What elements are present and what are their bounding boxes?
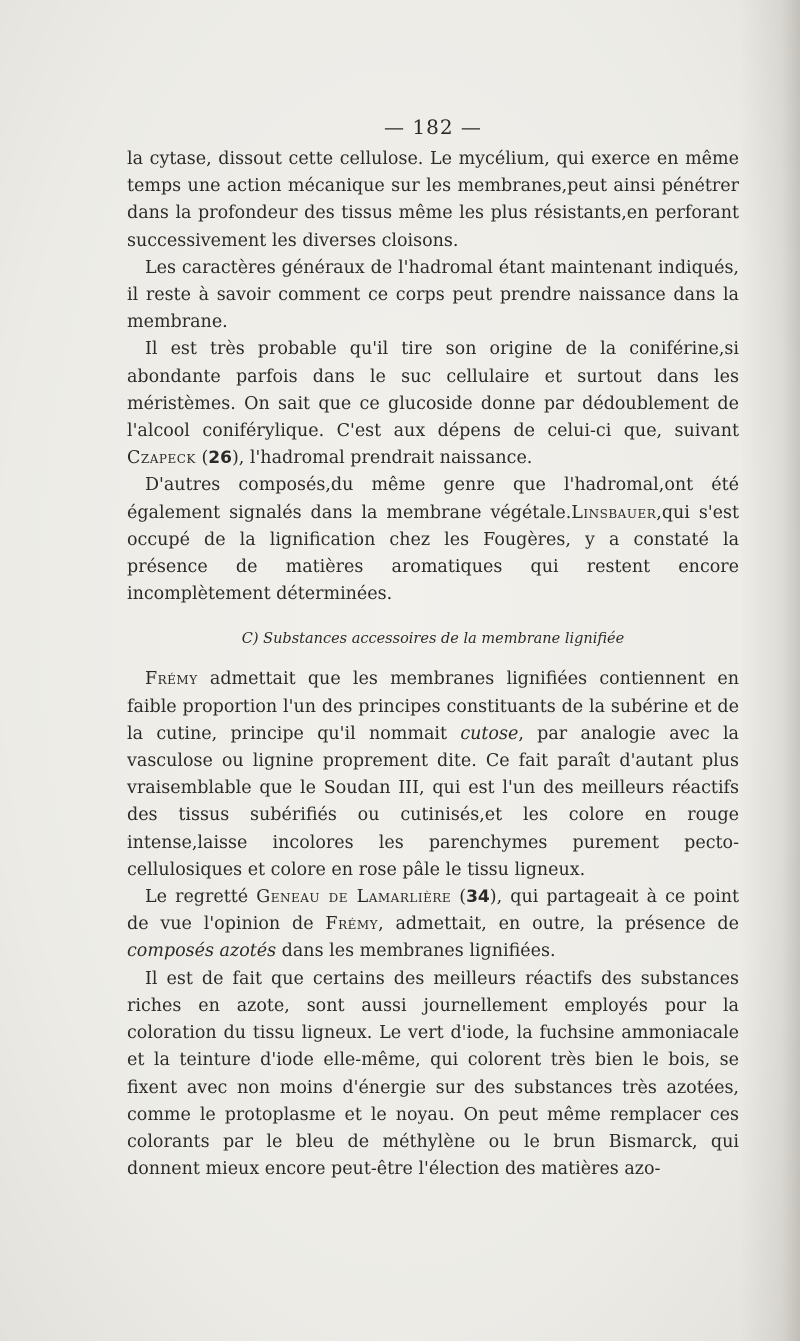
paragraph-5-text-b: , par analogie avec la vasculose ou lignine proprement dite. Ce fait paraît d'autant plus vraisemblable que le Soudan III, qui est l'un des meilleurs réactifs des tissus subérifiés ou cutinisés,et les colore en rouge intense,laisse incolores les parenchymes purement pecto-cellulosiques et colore en rose pâle le tissu ligneux. bbox=[127, 723, 739, 880]
term-cutose: cutose bbox=[460, 723, 519, 744]
paragraph-5-text-a: admettait que les membranes lignifiées contiennent en faible proportion l'un des principes constituants de la subérine et de la cutine, principe qu'il nommait bbox=[127, 669, 739, 744]
reference-34: 34 bbox=[466, 887, 490, 908]
paragraph-6-text-b: ), qui partageait à ce point de vue l'opinion de bbox=[127, 887, 740, 935]
author-linsbauer: Linsbauer bbox=[571, 502, 657, 523]
paragraph-6 bbox=[127, 884, 739, 966]
author-fremy-2: Frémy bbox=[325, 914, 379, 935]
paragraph-5 bbox=[127, 666, 739, 884]
paragraph-4-text-b: ,qui s'est occupé de la lignification chez les Fougères, y a constaté la présence de matières aromatiques qui restent encore incomplètement déterminées. bbox=[127, 502, 739, 605]
paragraph-6-text-a: Le regretté bbox=[145, 887, 257, 908]
page-number: — 182 — bbox=[384, 115, 482, 139]
paragraph-6-text-d: dans les membranes lignifiées. bbox=[276, 941, 556, 962]
paragraph-7: Il est de fait que certains des meilleurs réactifs des substances riches en azote, sont aussi journellement employés pour la coloration du tissu ligneux. Le vert d'iode, la fuchsine ammoniacale et la teinture d'iode elle-même, qui colorent très bien le bois, se fixent avec non moins d'énergie sur des substances très azotées, comme le protoplasme et le noyau. On peut même remplacer ces colorants par le bleu de méthylène ou le brun Bismarck, qui donnent mieux encore peut-être l'élection des matières azo- bbox=[127, 968, 739, 1180]
reference-26: 26 bbox=[208, 448, 232, 469]
section-subheading: C) Substances accessoires de la membrane lignifiée bbox=[241, 631, 625, 648]
author-czapeck: Czapeck bbox=[127, 448, 196, 469]
paragraph-6-text-c: , admettait, en outre, la présence de bbox=[378, 914, 739, 935]
paragraph-3-text-a: Il est très probable qu'il tire son origine de la coniférine,si abondante parfois dans le suc cellulaire et surtout dans les méristèmes. On sait que ce glucoside donne par dédoublement de l'alcool coniférylique. C'est aux dépens de celui-ci que, suivant bbox=[127, 339, 739, 442]
author-geneau-de-lamarliere: Geneau de Lamarlière bbox=[256, 887, 452, 908]
page-content bbox=[127, 112, 739, 1183]
paragraph-6-paren: ( bbox=[451, 887, 467, 908]
paragraph-3-paren: ( bbox=[195, 448, 209, 469]
paragraph-4 bbox=[127, 472, 739, 608]
author-fremy: Frémy bbox=[145, 669, 198, 690]
term-composes-azotes: composés azotés bbox=[127, 941, 277, 962]
paragraph-3 bbox=[127, 336, 739, 472]
paragraph-4-text-a: D'autres composés,du même genre que l'hadromal,ont été également signalés dans la membrane végétale. bbox=[127, 475, 739, 523]
paragraph-1: la cytase, dissout cette cellulose. Le mycélium, qui exerce en même temps une action mécanique sur les membranes,peut ainsi pénétrer dans la profondeur des tissus même les plus résistants,en perforant successivement les diverses cloisons. bbox=[127, 149, 739, 251]
paragraph-2: Les caractères généraux de l'hadromal étant maintenant indiqués, il reste à savoir comment ce corps peut prendre naissance dans la membrane. bbox=[127, 257, 739, 333]
page-edge-shadow bbox=[740, 0, 800, 1341]
paragraph-3-text-b: ), l'hadromal prendrait naissance. bbox=[231, 448, 533, 469]
